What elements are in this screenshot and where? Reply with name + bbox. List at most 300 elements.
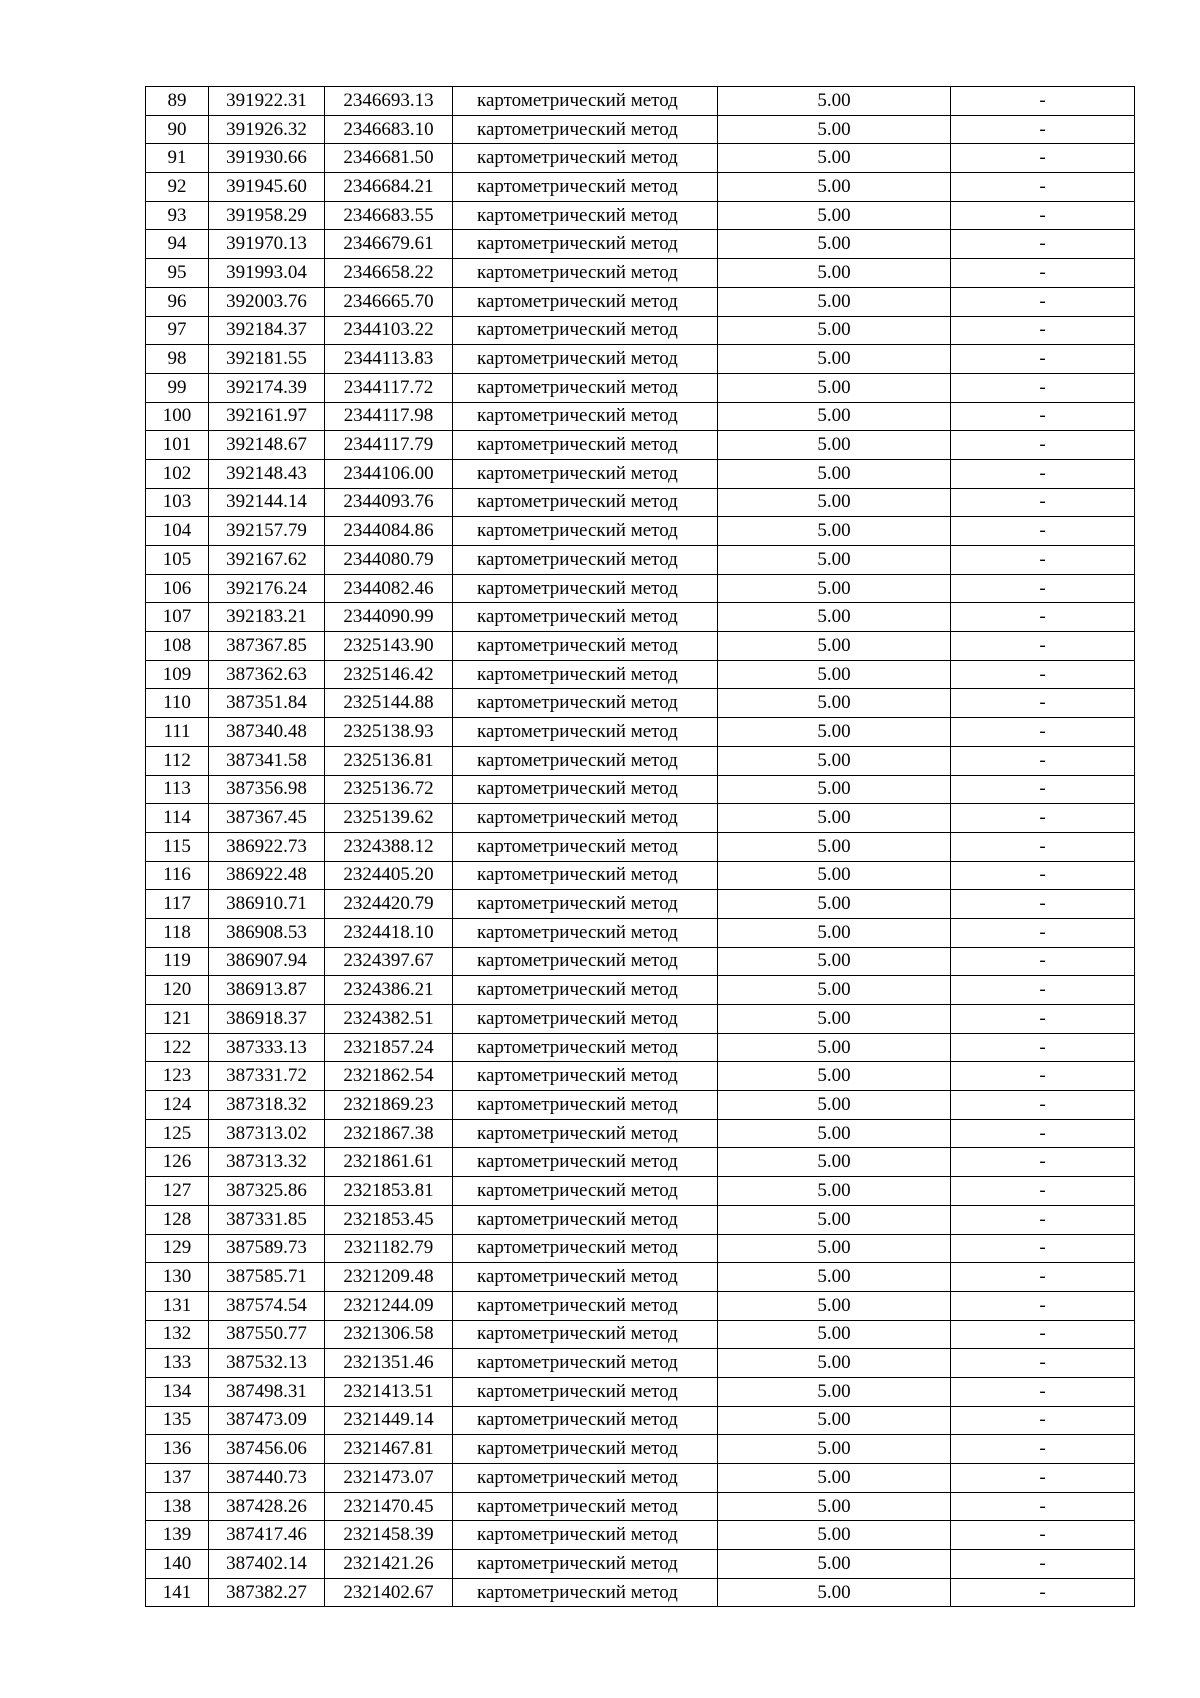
table-row — [146, 1464, 1135, 1493]
table-row — [146, 718, 1135, 747]
x-coordinate-cell: 391958.29 — [209, 201, 325, 230]
description-cell: - — [951, 259, 1135, 288]
y-coordinate-cell: 2321853.45 — [325, 1205, 453, 1234]
table-row — [146, 890, 1135, 919]
method-cell: картометрический метод — [453, 660, 718, 689]
x-coordinate-cell: 387331.72 — [209, 1062, 325, 1091]
description-cell: - — [951, 431, 1135, 460]
table-row — [146, 546, 1135, 575]
method-cell: картометрический метод — [453, 890, 718, 919]
description-cell: - — [951, 976, 1135, 1005]
description-cell: - — [951, 603, 1135, 632]
method-cell: картометрический метод — [453, 287, 718, 316]
point-number-cell: 126 — [146, 1148, 209, 1177]
y-coordinate-cell: 2321413.51 — [325, 1377, 453, 1406]
table-row — [146, 1492, 1135, 1521]
point-number-cell: 103 — [146, 488, 209, 517]
point-number-cell: 91 — [146, 144, 209, 173]
table-row — [146, 976, 1135, 1005]
accuracy-cell: 5.00 — [718, 1492, 951, 1521]
accuracy-cell: 5.00 — [718, 1578, 951, 1607]
method-cell: картометрический метод — [453, 1033, 718, 1062]
y-coordinate-cell: 2324405.20 — [325, 861, 453, 890]
y-coordinate-cell: 2344093.76 — [325, 488, 453, 517]
y-coordinate-cell: 2325139.62 — [325, 804, 453, 833]
method-cell: картометрический метод — [453, 1550, 718, 1579]
x-coordinate-cell: 386908.53 — [209, 918, 325, 947]
description-cell: - — [951, 1091, 1135, 1120]
description-cell: - — [951, 87, 1135, 116]
description-cell: - — [951, 546, 1135, 575]
method-cell: картометрический метод — [453, 632, 718, 661]
table-row — [146, 1578, 1135, 1607]
description-cell: - — [951, 345, 1135, 374]
method-cell: картометрический метод — [453, 345, 718, 374]
method-cell: картометрический метод — [453, 87, 718, 116]
point-number-cell: 112 — [146, 746, 209, 775]
y-coordinate-cell: 2321182.79 — [325, 1234, 453, 1263]
point-number-cell: 130 — [146, 1263, 209, 1292]
y-coordinate-cell: 2344113.83 — [325, 345, 453, 374]
point-number-cell: 96 — [146, 287, 209, 316]
point-number-cell: 125 — [146, 1119, 209, 1148]
y-coordinate-cell: 2346693.13 — [325, 87, 453, 116]
x-coordinate-cell: 387351.84 — [209, 689, 325, 718]
description-cell: - — [951, 632, 1135, 661]
x-coordinate-cell: 387313.02 — [209, 1119, 325, 1148]
method-cell: картометрический метод — [453, 230, 718, 259]
x-coordinate-cell: 387318.32 — [209, 1091, 325, 1120]
description-cell: - — [951, 1234, 1135, 1263]
description-cell: - — [951, 947, 1135, 976]
description-cell: - — [951, 230, 1135, 259]
x-coordinate-cell: 387362.63 — [209, 660, 325, 689]
y-coordinate-cell: 2321467.81 — [325, 1435, 453, 1464]
y-coordinate-cell: 2321244.09 — [325, 1291, 453, 1320]
x-coordinate-cell: 387473.09 — [209, 1406, 325, 1435]
x-coordinate-cell: 392148.67 — [209, 431, 325, 460]
x-coordinate-cell: 387456.06 — [209, 1435, 325, 1464]
method-cell: картометрический метод — [453, 201, 718, 230]
description-cell: - — [951, 402, 1135, 431]
table-row — [146, 201, 1135, 230]
method-cell: картометрический метод — [453, 1119, 718, 1148]
x-coordinate-cell: 387417.46 — [209, 1521, 325, 1550]
description-cell: - — [951, 316, 1135, 345]
x-coordinate-cell: 387585.71 — [209, 1263, 325, 1292]
method-cell: картометрический метод — [453, 1406, 718, 1435]
x-coordinate-cell: 392148.43 — [209, 459, 325, 488]
description-cell: - — [951, 1033, 1135, 1062]
accuracy-cell: 5.00 — [718, 173, 951, 202]
table-row — [146, 603, 1135, 632]
x-coordinate-cell: 391993.04 — [209, 259, 325, 288]
x-coordinate-cell: 387428.26 — [209, 1492, 325, 1521]
table-row — [146, 230, 1135, 259]
point-number-cell: 98 — [146, 345, 209, 374]
x-coordinate-cell: 392167.62 — [209, 546, 325, 575]
y-coordinate-cell: 2324418.10 — [325, 918, 453, 947]
accuracy-cell: 5.00 — [718, 230, 951, 259]
method-cell: картометрический метод — [453, 1091, 718, 1120]
y-coordinate-cell: 2321306.58 — [325, 1320, 453, 1349]
y-coordinate-cell: 2346681.50 — [325, 144, 453, 173]
table-row — [146, 1234, 1135, 1263]
x-coordinate-cell: 392174.39 — [209, 373, 325, 402]
point-number-cell: 118 — [146, 918, 209, 947]
y-coordinate-cell: 2324382.51 — [325, 1005, 453, 1034]
method-cell: картометрический метод — [453, 1291, 718, 1320]
point-number-cell: 117 — [146, 890, 209, 919]
x-coordinate-cell: 387550.77 — [209, 1320, 325, 1349]
accuracy-cell: 5.00 — [718, 574, 951, 603]
description-cell: - — [951, 459, 1135, 488]
y-coordinate-cell: 2321421.26 — [325, 1550, 453, 1579]
x-coordinate-cell: 387574.54 — [209, 1291, 325, 1320]
method-cell: картометрический метод — [453, 1377, 718, 1406]
description-cell: - — [951, 144, 1135, 173]
point-number-cell: 134 — [146, 1377, 209, 1406]
accuracy-cell: 5.00 — [718, 488, 951, 517]
point-number-cell: 113 — [146, 775, 209, 804]
accuracy-cell: 5.00 — [718, 746, 951, 775]
table-row — [146, 459, 1135, 488]
x-coordinate-cell: 387532.13 — [209, 1349, 325, 1378]
description-cell: - — [951, 1435, 1135, 1464]
table-row — [146, 832, 1135, 861]
accuracy-cell: 5.00 — [718, 918, 951, 947]
point-number-cell: 110 — [146, 689, 209, 718]
table-row — [146, 1521, 1135, 1550]
table-row — [146, 775, 1135, 804]
x-coordinate-cell: 392183.21 — [209, 603, 325, 632]
y-coordinate-cell: 2321402.67 — [325, 1578, 453, 1607]
description-cell: - — [951, 1177, 1135, 1206]
method-cell: картометрический метод — [453, 689, 718, 718]
y-coordinate-cell: 2346684.21 — [325, 173, 453, 202]
accuracy-cell: 5.00 — [718, 1349, 951, 1378]
y-coordinate-cell: 2346683.10 — [325, 115, 453, 144]
method-cell: картометрический метод — [453, 488, 718, 517]
accuracy-cell: 5.00 — [718, 947, 951, 976]
x-coordinate-cell: 387331.85 — [209, 1205, 325, 1234]
x-coordinate-cell: 392003.76 — [209, 287, 325, 316]
method-cell: картометрический метод — [453, 173, 718, 202]
accuracy-cell: 5.00 — [718, 345, 951, 374]
point-number-cell: 129 — [146, 1234, 209, 1263]
point-number-cell: 133 — [146, 1349, 209, 1378]
description-cell: - — [951, 1349, 1135, 1378]
y-coordinate-cell: 2321869.23 — [325, 1091, 453, 1120]
y-coordinate-cell: 2344090.99 — [325, 603, 453, 632]
table-row — [146, 1406, 1135, 1435]
table-row — [146, 1263, 1135, 1292]
accuracy-cell: 5.00 — [718, 861, 951, 890]
point-number-cell: 106 — [146, 574, 209, 603]
x-coordinate-cell: 387333.13 — [209, 1033, 325, 1062]
y-coordinate-cell: 2346658.22 — [325, 259, 453, 288]
y-coordinate-cell: 2344084.86 — [325, 517, 453, 546]
table-row — [146, 918, 1135, 947]
accuracy-cell: 5.00 — [718, 1550, 951, 1579]
y-coordinate-cell: 2344117.72 — [325, 373, 453, 402]
point-number-cell: 114 — [146, 804, 209, 833]
y-coordinate-cell: 2321862.54 — [325, 1062, 453, 1091]
table-row — [146, 947, 1135, 976]
table-row — [146, 173, 1135, 202]
description-cell: - — [951, 115, 1135, 144]
x-coordinate-cell: 392144.14 — [209, 488, 325, 517]
point-number-cell: 95 — [146, 259, 209, 288]
method-cell: картометрический метод — [453, 804, 718, 833]
y-coordinate-cell: 2344082.46 — [325, 574, 453, 603]
description-cell: - — [951, 861, 1135, 890]
point-number-cell: 89 — [146, 87, 209, 116]
description-cell: - — [951, 1148, 1135, 1177]
table-row — [146, 517, 1135, 546]
point-number-cell: 105 — [146, 546, 209, 575]
x-coordinate-cell: 387440.73 — [209, 1464, 325, 1493]
x-coordinate-cell: 392176.24 — [209, 574, 325, 603]
table-row — [146, 1062, 1135, 1091]
point-number-cell: 123 — [146, 1062, 209, 1091]
accuracy-cell: 5.00 — [718, 718, 951, 747]
x-coordinate-cell: 387341.58 — [209, 746, 325, 775]
point-number-cell: 102 — [146, 459, 209, 488]
table-row — [146, 373, 1135, 402]
accuracy-cell: 5.00 — [718, 1234, 951, 1263]
description-cell: - — [951, 1464, 1135, 1493]
point-number-cell: 119 — [146, 947, 209, 976]
description-cell: - — [951, 574, 1135, 603]
x-coordinate-cell: 391945.60 — [209, 173, 325, 202]
y-coordinate-cell: 2321458.39 — [325, 1521, 453, 1550]
description-cell: - — [951, 832, 1135, 861]
y-coordinate-cell: 2324397.67 — [325, 947, 453, 976]
y-coordinate-cell: 2325136.72 — [325, 775, 453, 804]
x-coordinate-cell: 387313.32 — [209, 1148, 325, 1177]
accuracy-cell: 5.00 — [718, 1119, 951, 1148]
accuracy-cell: 5.00 — [718, 1005, 951, 1034]
description-cell: - — [951, 1492, 1135, 1521]
accuracy-cell: 5.00 — [718, 546, 951, 575]
table-row — [146, 1148, 1135, 1177]
point-number-cell: 139 — [146, 1521, 209, 1550]
accuracy-cell: 5.00 — [718, 1033, 951, 1062]
accuracy-cell: 5.00 — [718, 1464, 951, 1493]
accuracy-cell: 5.00 — [718, 1263, 951, 1292]
description-cell: - — [951, 918, 1135, 947]
point-number-cell: 141 — [146, 1578, 209, 1607]
method-cell: картометрический метод — [453, 1464, 718, 1493]
y-coordinate-cell: 2325146.42 — [325, 660, 453, 689]
x-coordinate-cell: 391922.31 — [209, 87, 325, 116]
accuracy-cell: 5.00 — [718, 1320, 951, 1349]
x-coordinate-cell: 391930.66 — [209, 144, 325, 173]
description-cell: - — [951, 201, 1135, 230]
x-coordinate-cell: 386910.71 — [209, 890, 325, 919]
y-coordinate-cell: 2324420.79 — [325, 890, 453, 919]
accuracy-cell: 5.00 — [718, 316, 951, 345]
description-cell: - — [951, 890, 1135, 919]
method-cell: картометрический метод — [453, 1205, 718, 1234]
method-cell: картометрический метод — [453, 546, 718, 575]
method-cell: картометрический метод — [453, 775, 718, 804]
accuracy-cell: 5.00 — [718, 1205, 951, 1234]
point-number-cell: 90 — [146, 115, 209, 144]
method-cell: картометрический метод — [453, 1148, 718, 1177]
table-row — [146, 316, 1135, 345]
y-coordinate-cell: 2321470.45 — [325, 1492, 453, 1521]
description-cell: - — [951, 1119, 1135, 1148]
table-row — [146, 1005, 1135, 1034]
x-coordinate-cell: 387367.45 — [209, 804, 325, 833]
description-cell: - — [951, 517, 1135, 546]
description-cell: - — [951, 1377, 1135, 1406]
description-cell: - — [951, 1005, 1135, 1034]
y-coordinate-cell: 2344080.79 — [325, 546, 453, 575]
accuracy-cell: 5.00 — [718, 1062, 951, 1091]
accuracy-cell: 5.00 — [718, 431, 951, 460]
table-row — [146, 1205, 1135, 1234]
method-cell: картометрический метод — [453, 1320, 718, 1349]
accuracy-cell: 5.00 — [718, 1377, 951, 1406]
accuracy-cell: 5.00 — [718, 201, 951, 230]
method-cell: картометрический метод — [453, 861, 718, 890]
accuracy-cell: 5.00 — [718, 402, 951, 431]
point-number-cell: 111 — [146, 718, 209, 747]
x-coordinate-cell: 386913.87 — [209, 976, 325, 1005]
point-number-cell: 135 — [146, 1406, 209, 1435]
y-coordinate-cell: 2321209.48 — [325, 1263, 453, 1292]
point-number-cell: 140 — [146, 1550, 209, 1579]
y-coordinate-cell: 2344117.98 — [325, 402, 453, 431]
accuracy-cell: 5.00 — [718, 1406, 951, 1435]
x-coordinate-cell: 387402.14 — [209, 1550, 325, 1579]
description-cell: - — [951, 287, 1135, 316]
x-coordinate-cell: 391926.32 — [209, 115, 325, 144]
accuracy-cell: 5.00 — [718, 87, 951, 116]
table-row — [146, 115, 1135, 144]
method-cell: картометрический метод — [453, 1492, 718, 1521]
coordinates-table-body — [146, 87, 1135, 1607]
point-number-cell: 120 — [146, 976, 209, 1005]
point-number-cell: 101 — [146, 431, 209, 460]
method-cell: картометрический метод — [453, 1349, 718, 1378]
x-coordinate-cell: 387382.27 — [209, 1578, 325, 1607]
point-number-cell: 124 — [146, 1091, 209, 1120]
method-cell: картометрический метод — [453, 918, 718, 947]
accuracy-cell: 5.00 — [718, 517, 951, 546]
table-row — [146, 1291, 1135, 1320]
accuracy-cell: 5.00 — [718, 1291, 951, 1320]
accuracy-cell: 5.00 — [718, 373, 951, 402]
table-row — [146, 746, 1135, 775]
table-row — [146, 1435, 1135, 1464]
y-coordinate-cell: 2324388.12 — [325, 832, 453, 861]
y-coordinate-cell: 2321861.61 — [325, 1148, 453, 1177]
description-cell: - — [951, 1062, 1135, 1091]
method-cell: картометрический метод — [453, 1263, 718, 1292]
point-number-cell: 107 — [146, 603, 209, 632]
point-number-cell: 116 — [146, 861, 209, 890]
point-number-cell: 93 — [146, 201, 209, 230]
accuracy-cell: 5.00 — [718, 689, 951, 718]
x-coordinate-cell: 392157.79 — [209, 517, 325, 546]
description-cell: - — [951, 689, 1135, 718]
point-number-cell: 104 — [146, 517, 209, 546]
x-coordinate-cell: 392161.97 — [209, 402, 325, 431]
accuracy-cell: 5.00 — [718, 660, 951, 689]
description-cell: - — [951, 1291, 1135, 1320]
x-coordinate-cell: 386922.73 — [209, 832, 325, 861]
y-coordinate-cell: 2346665.70 — [325, 287, 453, 316]
description-cell: - — [951, 1550, 1135, 1579]
x-coordinate-cell: 392184.37 — [209, 316, 325, 345]
x-coordinate-cell: 391970.13 — [209, 230, 325, 259]
description-cell: - — [951, 1406, 1135, 1435]
description-cell: - — [951, 173, 1135, 202]
point-number-cell: 121 — [146, 1005, 209, 1034]
method-cell: картометрический метод — [453, 718, 718, 747]
method-cell: картометрический метод — [453, 947, 718, 976]
description-cell: - — [951, 373, 1135, 402]
y-coordinate-cell: 2321351.46 — [325, 1349, 453, 1378]
x-coordinate-cell: 386907.94 — [209, 947, 325, 976]
table-row — [146, 259, 1135, 288]
method-cell: картометрический метод — [453, 746, 718, 775]
method-cell: картометрический метод — [453, 1435, 718, 1464]
accuracy-cell: 5.00 — [718, 1148, 951, 1177]
table-row — [146, 1349, 1135, 1378]
method-cell: картометрический метод — [453, 603, 718, 632]
method-cell: картометрический метод — [453, 832, 718, 861]
y-coordinate-cell: 2321857.24 — [325, 1033, 453, 1062]
table-row — [146, 287, 1135, 316]
accuracy-cell: 5.00 — [718, 459, 951, 488]
y-coordinate-cell: 2344106.00 — [325, 459, 453, 488]
accuracy-cell: 5.00 — [718, 603, 951, 632]
table-row — [146, 689, 1135, 718]
x-coordinate-cell: 387325.86 — [209, 1177, 325, 1206]
point-number-cell: 122 — [146, 1033, 209, 1062]
accuracy-cell: 5.00 — [718, 632, 951, 661]
table-row — [146, 1119, 1135, 1148]
description-cell: - — [951, 746, 1135, 775]
y-coordinate-cell: 2321449.14 — [325, 1406, 453, 1435]
y-coordinate-cell: 2325136.81 — [325, 746, 453, 775]
method-cell: картометрический метод — [453, 373, 718, 402]
method-cell: картометрический метод — [453, 517, 718, 546]
point-number-cell: 127 — [146, 1177, 209, 1206]
y-coordinate-cell: 2324386.21 — [325, 976, 453, 1005]
table-row — [146, 660, 1135, 689]
description-cell: - — [951, 775, 1135, 804]
table-row — [146, 488, 1135, 517]
accuracy-cell: 5.00 — [718, 832, 951, 861]
table-row — [146, 1320, 1135, 1349]
y-coordinate-cell: 2321473.07 — [325, 1464, 453, 1493]
table-row — [146, 1033, 1135, 1062]
y-coordinate-cell: 2325138.93 — [325, 718, 453, 747]
point-number-cell: 108 — [146, 632, 209, 661]
method-cell: картометрический метод — [453, 459, 718, 488]
table-row — [146, 402, 1135, 431]
method-cell: картометрический метод — [453, 402, 718, 431]
description-cell: - — [951, 1320, 1135, 1349]
x-coordinate-cell: 387367.85 — [209, 632, 325, 661]
point-number-cell: 136 — [146, 1435, 209, 1464]
